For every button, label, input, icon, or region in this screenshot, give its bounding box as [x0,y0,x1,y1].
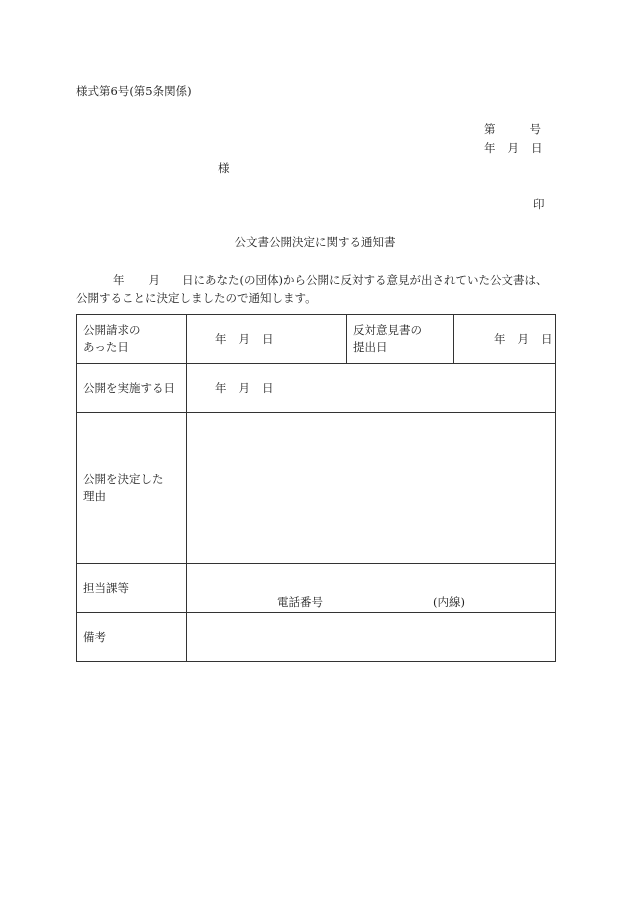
document-number-line [484,124,541,136]
body-text: 日にあなた(の団体)から公開に反対する意見が出されていた公文書は、公開することに決定しましたので通知します。 [76,273,548,305]
table-row [77,564,556,613]
phone-label: 電話番号 [277,595,323,609]
table-row [77,315,556,364]
number-prefix: 第 [484,122,496,136]
notice-body [76,272,556,308]
extension-label: (内線) [433,595,465,609]
request-date-value: 年 月 日 [187,315,347,364]
body-year: 年 [113,273,125,287]
objection-date-value: 年 月 日 [454,315,556,364]
implement-date-value: 年 月 日 [187,364,556,413]
reason-value [187,413,556,564]
table-row [77,613,556,662]
issue-year: 年 [484,141,496,155]
body-month: 月 [148,273,160,287]
remarks-label: 備考 [77,613,187,662]
table-row [77,364,556,413]
addressee-suffix: 様 [218,161,230,175]
issue-month: 月 [507,141,519,155]
issue-day: 日 [531,141,543,155]
table-row [77,413,556,564]
implement-date-label: 公開を実施する日 [77,364,187,413]
form-number: 様式第6号(第5条関係) [76,84,192,98]
issue-date-line [484,143,543,155]
document-title: 公文書公開決定に関する通知書 [234,235,396,249]
staff-value [187,564,556,613]
objection-date-label: 反対意見書の 提出日 [347,315,454,364]
reason-label: 公開を決定した 理由 [77,413,187,564]
decision-table [76,314,556,662]
number-suffix: 号 [529,122,541,136]
staff-label: 担当課等 [77,564,187,613]
request-date-label: 公開請求の あった日 [77,315,187,364]
remarks-value [187,613,556,662]
seal-mark: 印 [533,197,545,211]
